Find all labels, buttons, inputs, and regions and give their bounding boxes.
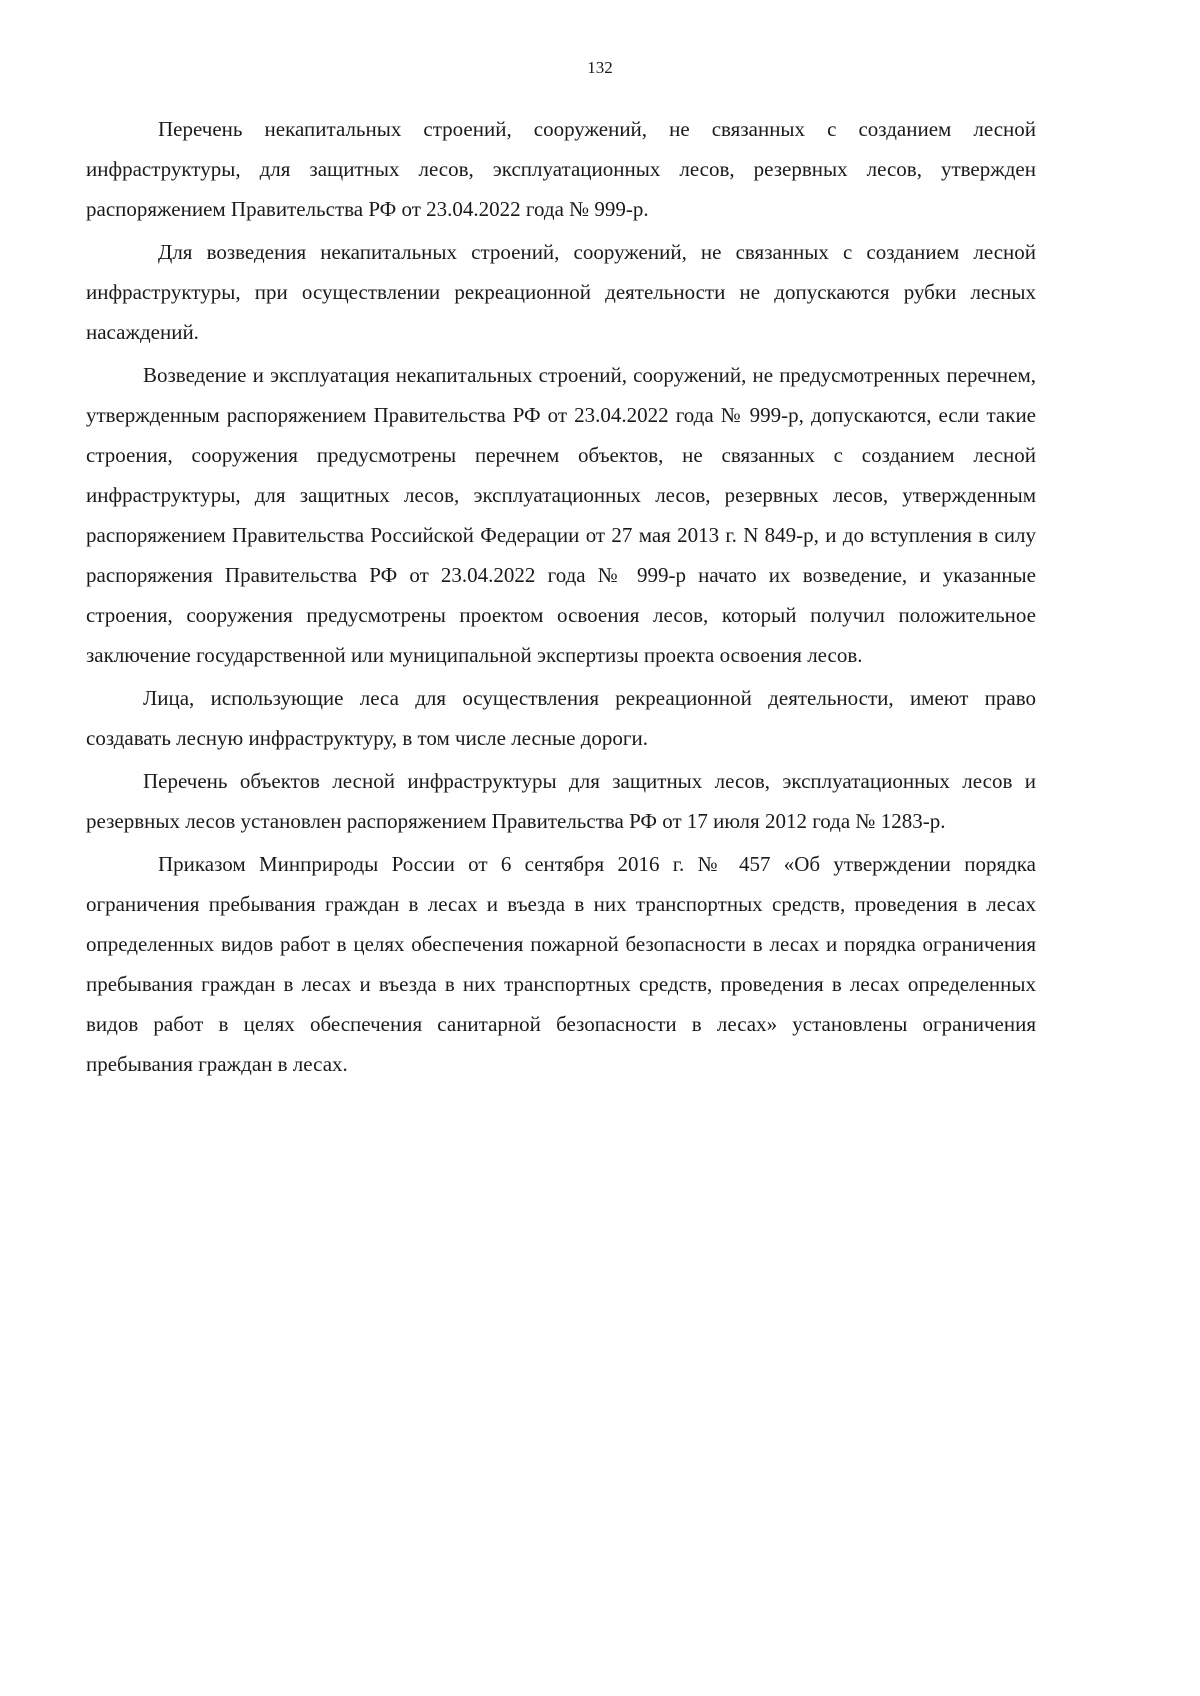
paragraph: Возведение и эксплуатация некапитальных строений, сооружений, не предусмотренных перечнем, утвержденным распоряжением Правительства РФ от 23.04.2022 года № 999-р, допускаются, если такие строения, сооружения предусмотрены перечнем объектов, не связанных с созданием лесной инфраструктуры, для защитных лесов, эксплуатационных лесов, резервных лесов, утвержденным распоряжением Правительства Российской Федерации от 27 мая 2013 г. N 849-р, и до вступления в силу распоряжения Правительства РФ от 23.04.2022 года № 999-р начато их возведение, и указанные строения, сооружения предусмотрены проектом освоения лесов, который получил положительное заключение государственной или муниципальной экспертизы проекта освоения лесов. [86, 363, 1036, 667]
paragraph: Приказом Минприроды России от 6 сентября 2016 г. № 457 «Об утверждении порядка ограничения пребывания граждан в лесах и въезда в них транспортных средств, проведения в лесах определенных видов работ в целях обеспечения пожарной безопасности в лесах и порядка ограничения пребывания граждан в лесах и въезда в них транспортных средств, проведения в лесах определенных видов работ в целях обеспечения санитарной безопасности в лесах» установлены ограничения пребывания граждан в лесах. [86, 852, 1036, 1076]
paragraph: Перечень объектов лесной инфраструктуры для защитных лесов, эксплуатационных лесов и резервных лесов установлен распоряжением Правительства РФ от 17 июля 2012 года № 1283-р. [86, 769, 1036, 833]
page-number: 132 [587, 58, 613, 77]
paragraph: Перечень некапитальных строений, сооружений, не связанных с созданием лесной инфраструктуры, для защитных лесов, эксплуатационных лесов, резервных лесов, утвержден распоряжением Правительства РФ от 23.04.2022 года № 999-р. [86, 117, 1036, 221]
document-body [86, 109, 1036, 1087]
paragraph: Лица, использующие леса для осуществления рекреационной деятельности, имеют право создавать лесную инфраструктуру, в том числе лесные дороги. [86, 686, 1036, 750]
paragraph: Для возведения некапитальных строений, сооружений, не связанных с созданием лесной инфраструктуры, при осуществлении рекреационной деятельности не допускаются рубки лесных насаждений. [86, 240, 1036, 344]
